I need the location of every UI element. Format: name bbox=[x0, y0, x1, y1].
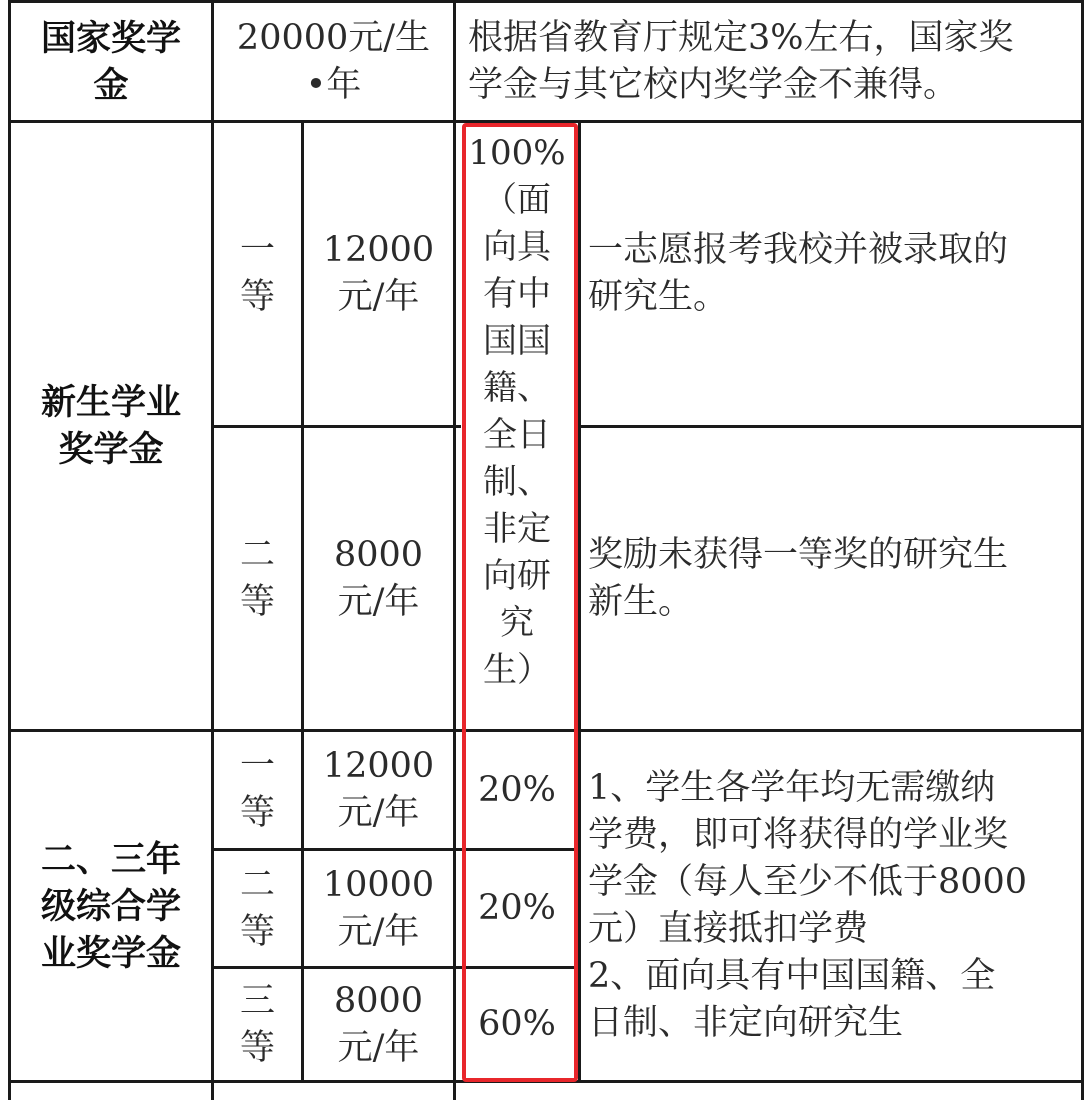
national-amount-line2: •年 bbox=[305, 64, 362, 105]
senior-grade-2-amount bbox=[304, 851, 453, 966]
note-line: 学费，即可将获得的学业奖 bbox=[588, 815, 1009, 855]
ratio-value: 20% bbox=[478, 888, 556, 928]
ratio-line: （面 bbox=[483, 180, 551, 220]
ratio-value: 60% bbox=[478, 1004, 556, 1044]
freshman-scholarship-name bbox=[11, 123, 211, 729]
grade-label-line1: 一 bbox=[239, 230, 275, 270]
freshman-grade-1-note bbox=[588, 123, 1078, 425]
amount-line2: 元/年 bbox=[337, 581, 420, 622]
grade-label-line1: 三 bbox=[239, 980, 275, 1021]
senior-grade-1 bbox=[214, 732, 301, 848]
senior-name-line2: 级综合学 bbox=[40, 885, 181, 927]
national-amount-line1: 20000元/生 bbox=[236, 17, 431, 58]
ratio-value: 20% bbox=[478, 769, 556, 810]
ratio-line: 究 bbox=[500, 603, 534, 643]
amount-line2: 元/年 bbox=[337, 911, 420, 952]
note-line2: 新生。 bbox=[588, 581, 694, 622]
note-line1: 奖励未获得一等奖的研究生 bbox=[588, 534, 1009, 575]
senior-scholarship-name bbox=[11, 732, 211, 1080]
ratio-line: 有中 bbox=[483, 274, 551, 314]
note-line: 日制、非定向研究生 bbox=[588, 1003, 904, 1043]
note-line: 元）直接抵扣学费 bbox=[588, 909, 869, 949]
grade-label-line2: 等 bbox=[239, 793, 275, 833]
ratio-line: 国国 bbox=[483, 321, 551, 361]
note-line1: 一志愿报考我校并被录取的 bbox=[588, 230, 1009, 270]
senior-scholarship-note bbox=[588, 732, 1078, 1080]
freshman-name-line2: 奖学金 bbox=[58, 429, 164, 470]
national-name-line1: 国家奖学 bbox=[40, 17, 181, 59]
note-line: 学金（每人至少不低于8000 bbox=[588, 862, 1028, 902]
ratio-line: 生） bbox=[483, 650, 551, 690]
note-line: 1、学生各学年均无需缴纳 bbox=[588, 768, 996, 808]
grade-label-line1: 一 bbox=[239, 746, 275, 786]
grade-label-line2: 等 bbox=[239, 277, 275, 317]
grade-label-line2: 等 bbox=[239, 911, 275, 952]
national-scholarship-name bbox=[11, 3, 211, 120]
ratio-line: 籍、 bbox=[483, 368, 551, 408]
note-line2: 研究生。 bbox=[588, 277, 729, 317]
ratio-column-highlight bbox=[462, 123, 578, 1082]
senior-grade-3-amount bbox=[304, 969, 453, 1080]
national-note-line2: 学金与其它校内奖学金不兼得。 bbox=[468, 64, 959, 105]
senior-name-line1: 二、三年 bbox=[40, 838, 181, 880]
grade-label-line2: 等 bbox=[239, 1027, 275, 1068]
table-border-right bbox=[1081, 0, 1084, 1100]
grade-label-line1: 二 bbox=[239, 864, 275, 905]
ratio-line: 制、 bbox=[483, 462, 551, 502]
ratio-line: 100% bbox=[468, 133, 566, 173]
ratio-line: 全日 bbox=[483, 415, 551, 455]
ratio-line: 向研 bbox=[483, 556, 551, 596]
senior-name-line3: 业奖学金 bbox=[40, 932, 181, 974]
ratio-line: 向具 bbox=[483, 227, 551, 267]
amount-line1: 10000 bbox=[322, 864, 435, 905]
amount-line1: 8000 bbox=[333, 534, 424, 575]
freshman-grade-1-amount bbox=[304, 123, 453, 425]
amount-line2: 元/年 bbox=[337, 793, 420, 833]
freshman-name-line1: 新生学业 bbox=[40, 382, 181, 423]
freshman-grade-2-amount bbox=[304, 428, 453, 729]
note-line: 2、面向具有中国国籍、全 bbox=[588, 956, 996, 996]
senior-grade-1-amount bbox=[304, 732, 453, 848]
national-name-line2: 金 bbox=[93, 64, 129, 106]
ratio-line: 非定 bbox=[483, 509, 551, 549]
national-note-line1: 根据省教育厅规定3%左右，国家奖 bbox=[468, 17, 1014, 58]
freshman-grade-2-note bbox=[588, 428, 1078, 729]
grade-label-line1: 二 bbox=[239, 534, 275, 575]
amount-line1: 12000 bbox=[322, 230, 435, 270]
amount-line2: 元/年 bbox=[337, 277, 420, 317]
senior-grade-3 bbox=[214, 969, 301, 1080]
grade-label-line2: 等 bbox=[239, 581, 275, 622]
amount-line1: 12000 bbox=[322, 746, 435, 786]
freshman-grade-2 bbox=[214, 428, 301, 729]
senior-grade-2 bbox=[214, 851, 301, 966]
amount-line1: 8000 bbox=[333, 980, 424, 1021]
amount-line2: 元/年 bbox=[337, 1027, 420, 1068]
freshman-grade-1 bbox=[214, 123, 301, 425]
national-scholarship-note bbox=[468, 3, 1078, 120]
table-divider bbox=[578, 122, 581, 1082]
national-scholarship-amount bbox=[214, 3, 453, 120]
